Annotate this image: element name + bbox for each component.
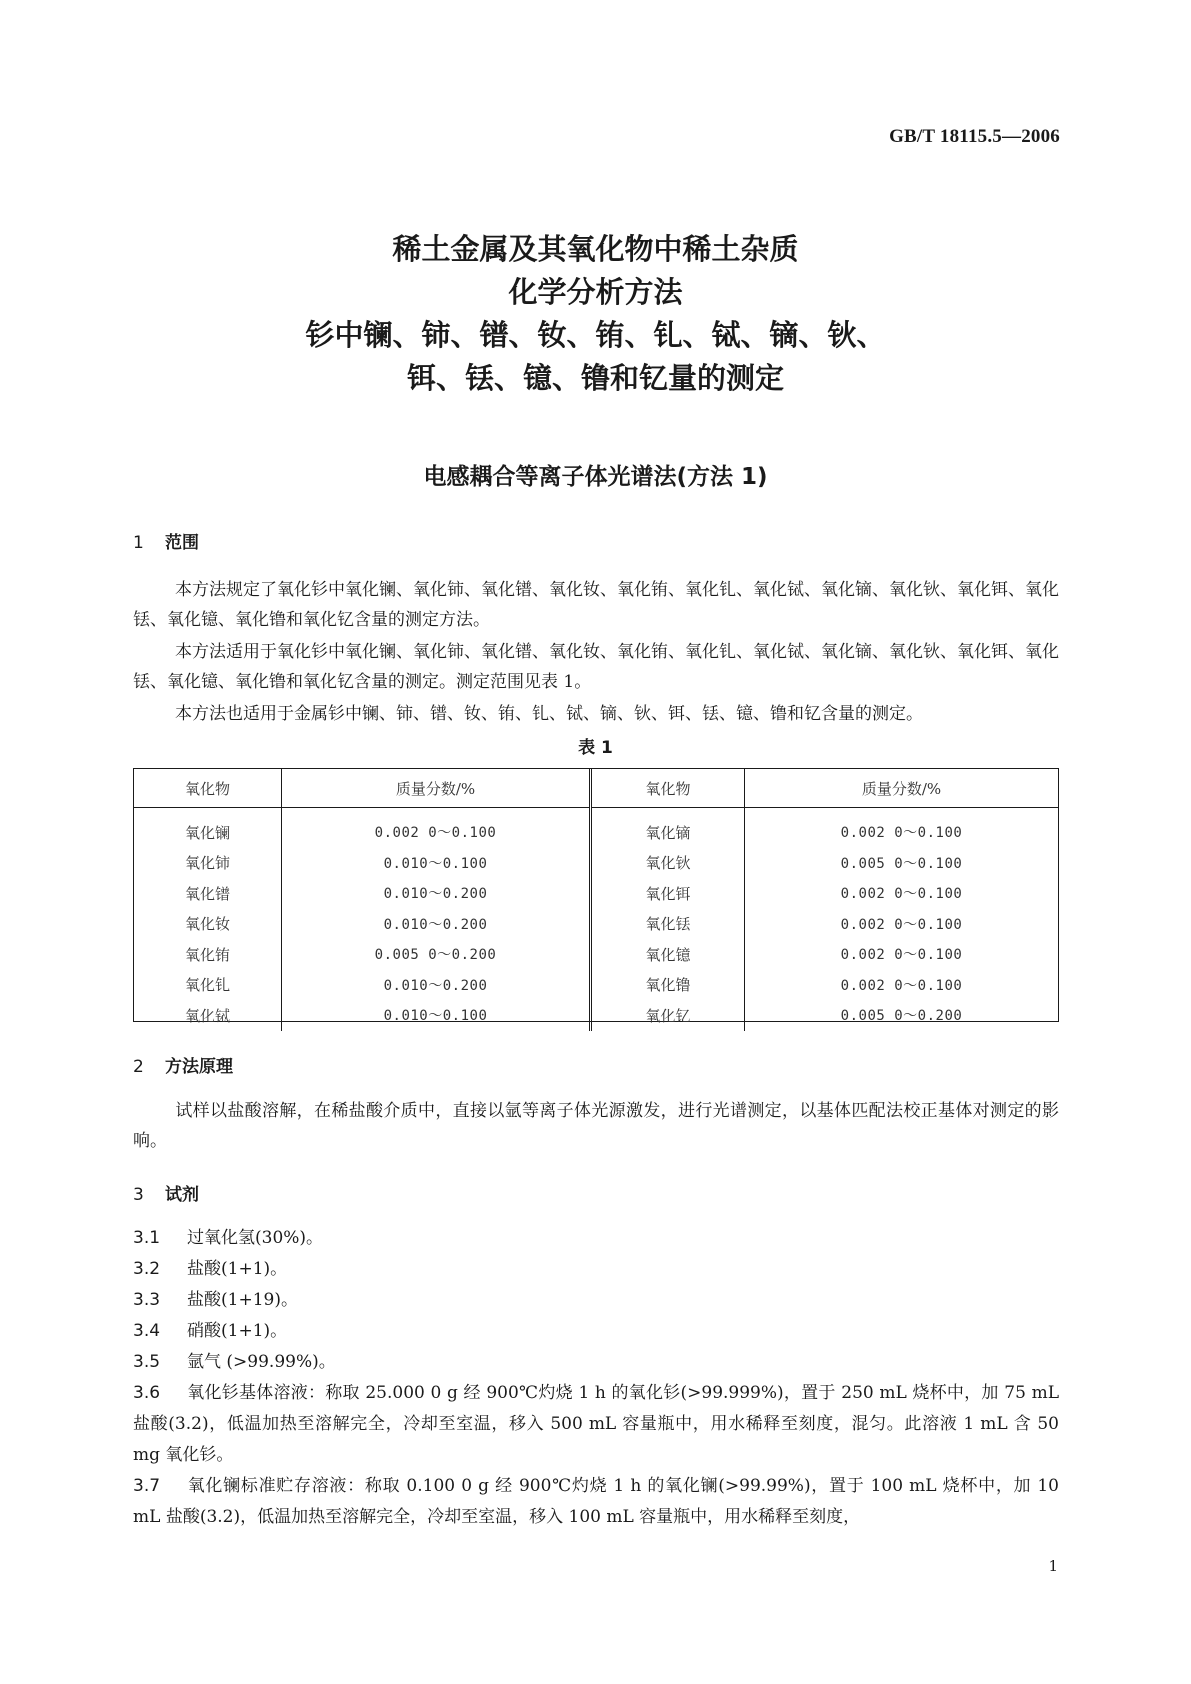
reagent-text: 盐酸(1+1)。 (187, 1259, 288, 1279)
header-oxide: 氧化物 (134, 769, 282, 808)
title-line-4: 铒、铥、镱、镥和钇量的测定 (406, 361, 784, 395)
range-cell: 0.010～0.100 (282, 1000, 591, 1031)
range-cell: 0.010～0.200 (282, 909, 591, 940)
oxide-cell: 氧化钬 (591, 848, 745, 879)
range-cell: 0.002 0～0.100 (840, 947, 963, 964)
oxide-cell: 氧化镱 (591, 939, 745, 970)
header-oxide: 氧化物 (591, 769, 745, 808)
section-2-paragraph: 试样以盐酸溶解，在稀盐酸介质中，直接以氩等离子体光源激发，进行光谱测定，以基体匹配法校正基体对测定的影响。 (133, 1101, 1059, 1151)
reagent-number: 3.2 (133, 1259, 161, 1279)
section-title: 方法原理 (165, 1057, 233, 1077)
range-cell: 0.005 0～0.100 (840, 855, 963, 872)
range-table-grid (134, 769, 1058, 1031)
range-cell: 0.002 0～0.100 (282, 808, 591, 848)
reagent-number: 3.1 (133, 1228, 161, 1248)
reagent-number: 3.5 (133, 1352, 161, 1372)
reagent-text: 硝酸(1+1)。 (187, 1321, 288, 1341)
document-title (0, 228, 1191, 400)
range-cell: 0.010～0.200 (282, 970, 591, 1001)
range-cell: 0.005 0～0.200 (840, 1008, 963, 1025)
reagent-text: 过氧化氢(30%)。 (187, 1228, 324, 1248)
oxide-cell: 氧化铥 (591, 909, 745, 940)
reagent-item (133, 1347, 1059, 1378)
reagent-text: 氧化钐基体溶液：称取 25.000 0 g 经 900℃灼烧 1 h 的氧化钐(>99.999%)，置于 250 mL 烧杯中，加 75 mL 盐酸(3.2)，低温加热至溶解完全，冷却至室温，移入 500 mL 容量瓶中，用水稀释至刻度，混匀。此溶液 1 mL 含 50 mg 氧化钐。 (133, 1383, 1059, 1465)
reagent-item (133, 1254, 1059, 1285)
section-3-heading (133, 1180, 199, 1205)
table-row (134, 970, 1058, 1001)
range-cell: 0.002 0～0.100 (840, 886, 963, 903)
table-header-row (134, 769, 1058, 808)
section-title: 试剂 (165, 1185, 199, 1205)
table-caption: 表 1 (578, 738, 613, 758)
section-number: 1 (133, 533, 144, 553)
oxide-cell: 氧化铕 (134, 939, 282, 970)
reagent-text: 氧化镧标准贮存溶液：称取 0.100 0 g 经 900℃灼烧 1 h 的氧化镧(>99.99%)，置于 100 mL 烧杯中，加 10 mL 盐酸(3.2)，低温加热至溶解完全，冷却至室温，移入 100 mL 容量瓶中，用水稀释至刻度， (133, 1476, 1059, 1527)
reagent-text: 氩气 (>99.99%)。 (187, 1352, 336, 1372)
range-cell: 0.005 0～0.200 (282, 939, 591, 970)
oxide-cell: 氧化镝 (591, 808, 745, 848)
method-subtitle: 电感耦合等离子体光谱法(方法 1) (423, 464, 768, 490)
table-row (134, 848, 1058, 879)
section-number: 2 (133, 1057, 144, 1077)
range-cell: 0.010～0.200 (282, 878, 591, 909)
reagent-item (133, 1378, 1059, 1471)
reagent-number: 3.6 (133, 1383, 161, 1403)
table-row (134, 878, 1058, 909)
oxide-cell: 氧化镨 (134, 878, 282, 909)
table-row (134, 808, 1058, 848)
title-line-3: 钐中镧、铈、镨、钕、铕、钆、铽、镝、钬、 (305, 318, 886, 352)
reagent-item (133, 1471, 1059, 1533)
oxide-cell: 氧化铈 (134, 848, 282, 879)
page-number: 1 (1048, 1557, 1058, 1575)
section-1-paragraph-3: 本方法也适用于金属钐中镧、铈、镨、钕、铕、钆、铽、镝、钬、铒、铥、镱、镥和钇含量的测定。 (175, 704, 923, 724)
header-mass-fraction: 质量分数/% (745, 769, 1059, 808)
section-1-heading (133, 528, 199, 553)
reagent-text: 盐酸(1+19)。 (187, 1290, 298, 1310)
reagent-item (133, 1285, 1059, 1316)
section-2-heading (133, 1052, 233, 1077)
section-1-paragraph-2: 本方法适用于氧化钐中氧化镧、氧化铈、氧化镨、氧化钕、氧化铕、氧化钆、氧化铽、氧化镝、氧化钬、氧化铒、氧化铥、氧化镱、氧化镥和氧化钇含量的测定。测定范围见表 1。 (133, 642, 1059, 692)
oxide-cell: 氧化钆 (134, 970, 282, 1001)
section-title: 范围 (165, 533, 199, 553)
oxide-cell: 氧化铒 (591, 878, 745, 909)
oxide-cell: 氧化钇 (591, 1000, 745, 1031)
reagent-number: 3.3 (133, 1290, 161, 1310)
title-line-2: 化学分析方法 (508, 275, 683, 309)
title-line-1: 稀土金属及其氧化物中稀土杂质 (392, 232, 799, 266)
reagent-number: 3.4 (133, 1321, 161, 1341)
table-row (134, 1000, 1058, 1031)
reagent-item (133, 1223, 1059, 1254)
standard-code: GB/T 18115.5—2006 (889, 126, 1060, 147)
oxide-cell: 氧化镥 (591, 970, 745, 1001)
oxide-cell: 氧化钕 (134, 909, 282, 940)
range-cell: 0.002 0～0.100 (840, 825, 963, 842)
section-1-paragraph-1: 本方法规定了氧化钐中氧化镧、氧化铈、氧化镨、氧化钕、氧化铕、氧化钆、氧化铽、氧化镝、氧化钬、氧化铒、氧化铥、氧化镱、氧化镥和氧化钇含量的测定方法。 (133, 580, 1059, 630)
oxide-cell: 氧化铽 (134, 1000, 282, 1031)
oxide-cell: 氧化镧 (134, 808, 282, 848)
header-mass-fraction: 质量分数/% (282, 769, 591, 808)
range-cell: 0.002 0～0.100 (840, 977, 963, 994)
table-row (134, 909, 1058, 940)
range-cell: 0.002 0～0.100 (840, 916, 963, 933)
section-number: 3 (133, 1185, 144, 1205)
table-row (134, 939, 1058, 970)
range-table (133, 768, 1059, 1025)
reagent-item (133, 1316, 1059, 1347)
range-cell: 0.010～0.100 (282, 848, 591, 879)
reagent-number: 3.7 (133, 1476, 161, 1496)
